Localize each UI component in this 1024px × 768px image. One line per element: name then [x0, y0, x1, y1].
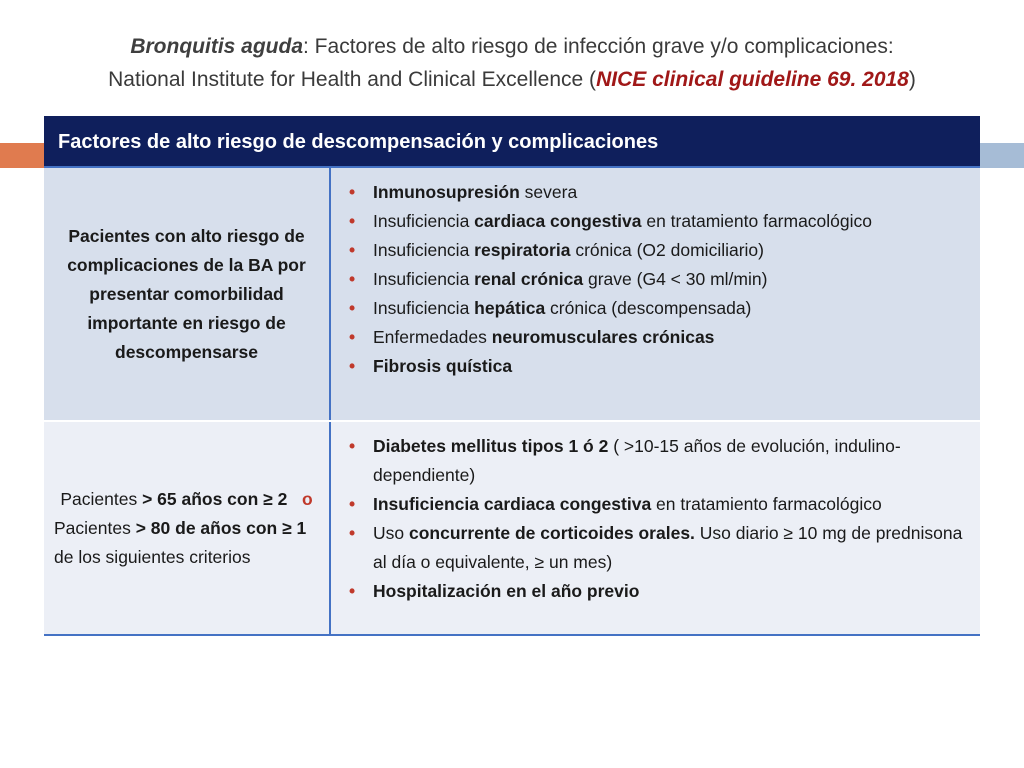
list-item: • Inmunosupresión severa [349, 178, 966, 207]
row2-criterion-age-65: Pacientes > 65 años con ≥ 2 o [60, 488, 313, 509]
row1-right-cell [331, 168, 980, 420]
title-text-3: ) [908, 68, 916, 91]
list-item: • Fibrosis quística [349, 352, 966, 381]
title-text-2: National Institute for Health and Clinical Excellence ( [108, 68, 597, 91]
title-guideline: NICE clinical guideline 69. 2018 [596, 68, 909, 91]
row1-criteria-list [349, 178, 966, 381]
list-item: • Insuficiencia renal crónica grave (G4 < 30 ml/min) [349, 265, 966, 294]
list-item: • Insuficiencia hepática crónica (descompensada) [349, 294, 966, 323]
row1-left-cell: Pacientes con alto riesgo de complicaciones de la BA por presentar comorbilidad importante en riesgo de descompensarse [44, 168, 331, 420]
table-header: Factores de alto riesgo de descompensación y complicaciones [44, 116, 980, 168]
list-item: • Uso concurrente de corticoides orales. Uso diario ≥ 10 mg de prednisona al día o equivalente, ≥ un mes) [349, 519, 966, 577]
title-topic: Bronquitis aguda [130, 35, 304, 58]
list-item: • Insuficiencia respiratoria crónica (O2 domiciliario) [349, 236, 966, 265]
decorative-bar-right [980, 143, 1024, 168]
list-item: • Enfermedades neuromusculares crónicas [349, 323, 966, 352]
row2-criteria-list [349, 432, 966, 606]
row2-left-cell [44, 422, 331, 634]
table-row [44, 168, 980, 420]
slide-title [40, 30, 984, 96]
list-item: • Diabetes mellitus tipos 1 ó 2 ( >10-15 años de evolución, indulino-dependiente) [349, 432, 966, 490]
risk-factors-table [44, 116, 980, 636]
title-text-1: : Factores de alto riesgo de infección grave y/o complicaciones: [303, 35, 894, 58]
list-item: • Hospitalización en el año previo [349, 577, 966, 606]
list-item: • Insuficiencia cardiaca congestiva en tratamiento farmacológico [349, 490, 966, 519]
decorative-bar-left [0, 143, 44, 168]
row2-criterion-age-80: Pacientes > 80 de años con ≥ 1 de los siguientes criterios [54, 517, 307, 567]
list-item: • Insuficiencia cardiaca congestiva en tratamiento farmacológico [349, 207, 966, 236]
table-row [44, 420, 980, 634]
row2-right-cell [331, 422, 980, 634]
